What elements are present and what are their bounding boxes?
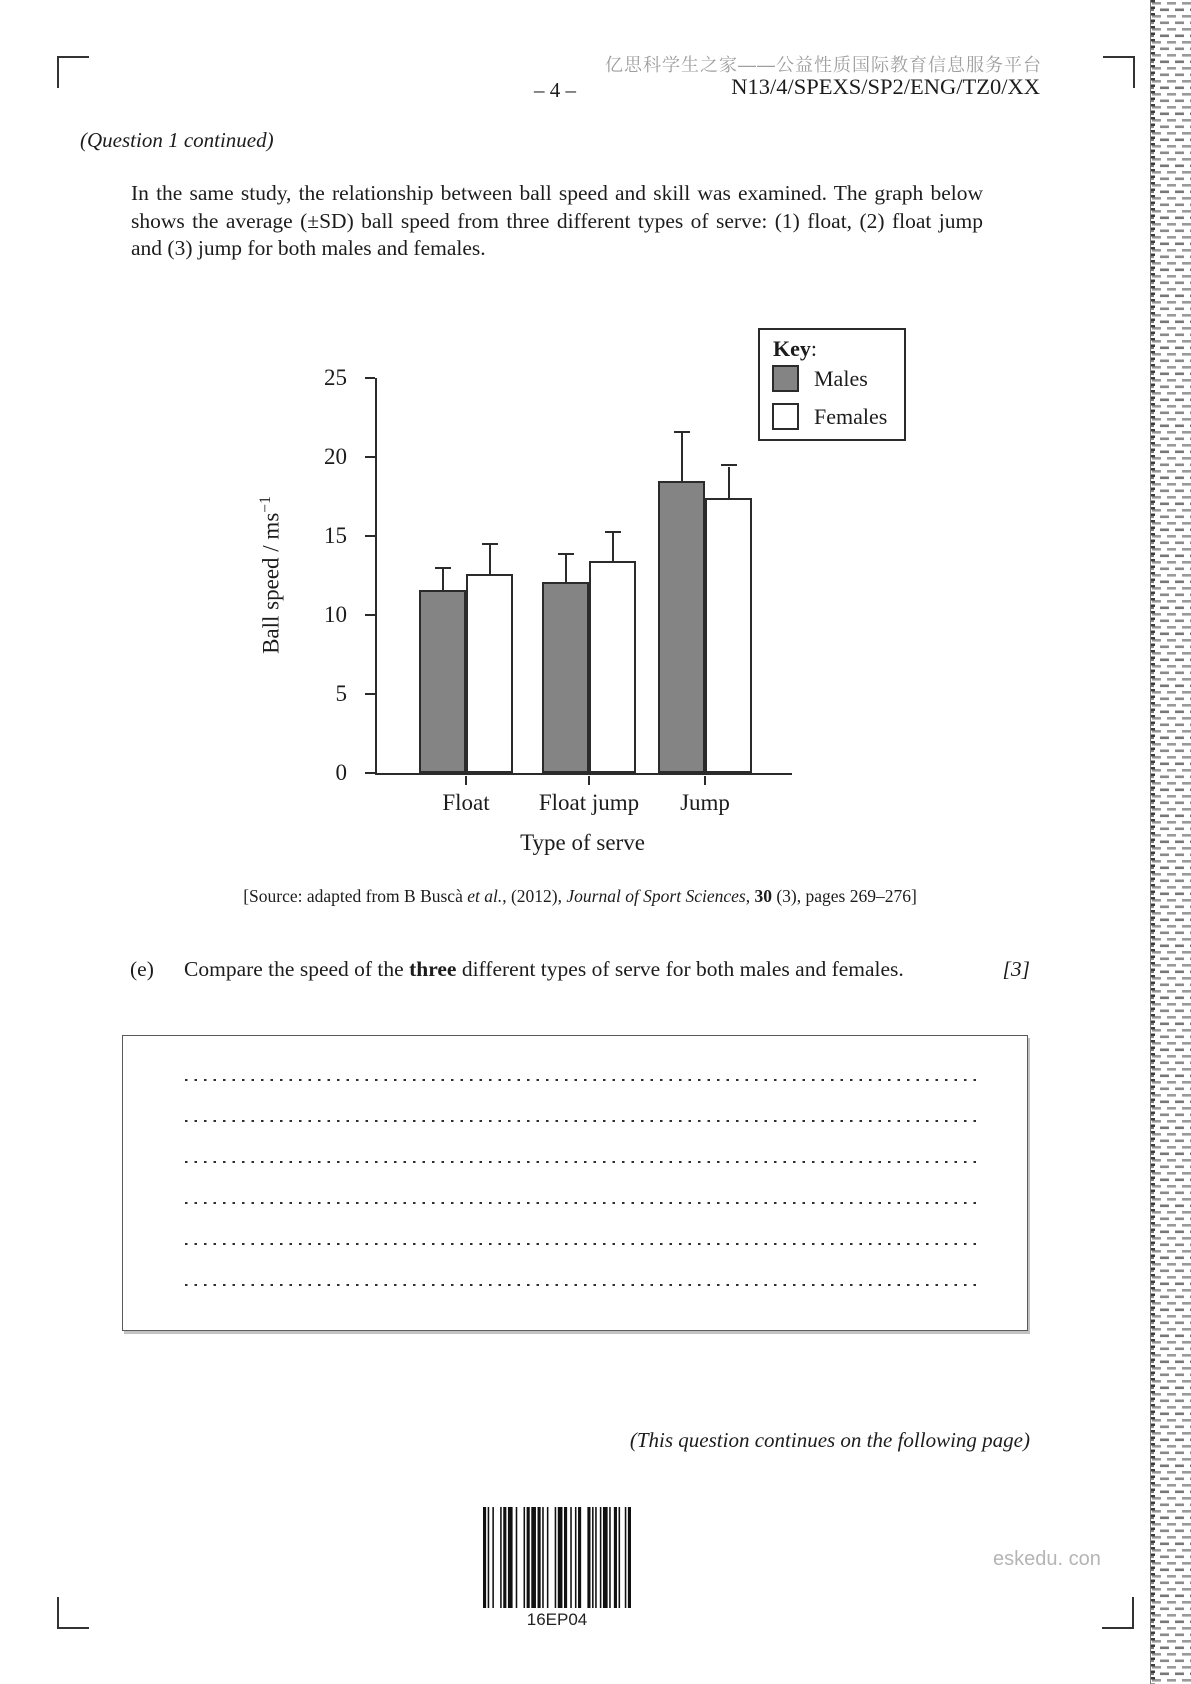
question-e-text: [184, 957, 1003, 982]
y-axis-tick: [365, 535, 375, 537]
x-axis-tick: [588, 776, 590, 785]
source-volume: 30: [754, 886, 772, 906]
y-axis-tick: [365, 456, 375, 458]
barcode: [483, 1507, 631, 1608]
males-label: Males: [814, 366, 868, 391]
y-axis-label: [257, 425, 287, 725]
error-bar-cap-males-float-jump: [558, 553, 574, 555]
source-text: (3), pages 269–276]: [771, 886, 917, 906]
answer-dotted-line: [185, 1284, 977, 1286]
source-journal: Journal of Sport Sciences: [566, 886, 746, 906]
legend-title-bold: Key: [773, 336, 811, 361]
y-axis-tick-label: 15: [324, 523, 347, 548]
error-bar-males-float: [442, 569, 444, 590]
females-label: Females: [814, 404, 888, 429]
answer-dotted-line: [185, 1243, 977, 1245]
crop-mark-bottom-right: [1102, 1597, 1134, 1629]
answer-dotted-line: [185, 1161, 977, 1163]
x-axis-label: Type of serve: [520, 830, 645, 855]
bar-males-jump: [658, 481, 705, 773]
legend-title-colon: :: [810, 336, 818, 361]
crop-mark-bottom-left: [57, 1597, 89, 1629]
females-swatch: [772, 403, 799, 430]
bar-females-float: [466, 574, 513, 773]
header-watermark: 亿思科学生之家——公益性质国际教育信息服务平台: [605, 55, 1042, 75]
answer-box: [122, 1035, 1028, 1331]
bar-males-float: [419, 590, 466, 773]
question-e-text-before: Compare the speed of the: [184, 957, 410, 981]
x-axis-tick: [704, 776, 706, 785]
answer-dotted-line: [185, 1120, 977, 1122]
x-axis-category-label: Float: [442, 790, 490, 815]
marks-badge: [3]: [1002, 957, 1030, 981]
source-citation: [130, 886, 1030, 907]
bar-females-float-jump: [589, 561, 636, 773]
source-etal: et al.: [467, 886, 503, 906]
watermark-eskedu: eskedu. con: [993, 1548, 1101, 1570]
y-axis-tick-label: 25: [324, 365, 347, 390]
y-axis-tick-label: 10: [324, 602, 347, 627]
error-bar-males-float-jump: [565, 555, 567, 582]
hatch-band-ticks: [1151, 0, 1155, 1684]
answer-dotted-line: [185, 1079, 977, 1081]
error-bar-cap-females-float-jump: [605, 531, 621, 533]
legend-title: [773, 336, 817, 362]
question-e: [130, 957, 1030, 982]
x-axis-tick: [465, 776, 467, 785]
error-bar-females-float: [489, 545, 491, 573]
error-bar-females-float-jump: [612, 533, 614, 561]
question-e-text-bold: three: [409, 957, 457, 981]
error-bar-cap-males-jump: [674, 431, 690, 433]
error-bar-males-jump: [681, 433, 683, 480]
y-axis-tick: [365, 693, 375, 695]
page-edge-hatch-band: [1150, 0, 1191, 1684]
intro-paragraph: In the same study, the relationship between ball speed and skill was examined. The graph below shows the average (±SD) ball speed from three different types of serve: (1) float, (2) float jump and (3) jump for both males and females.: [131, 181, 983, 260]
y-axis-tick-label: 5: [335, 681, 347, 706]
answer-dotted-line: [185, 1202, 977, 1204]
y-axis-label-superscript: −1: [257, 496, 274, 513]
error-bar-cap-males-float: [435, 567, 451, 569]
source-text: ,: [745, 886, 755, 906]
hatch-pattern: [1151, 0, 1191, 1684]
source-text: , (2012),: [502, 886, 567, 906]
crop-mark-top-right: [1103, 56, 1135, 88]
error-bar-cap-females-jump: [721, 464, 737, 466]
plot-area: [324, 365, 792, 815]
question-continued-note: (Question 1 continued): [80, 128, 274, 152]
error-bar-females-jump: [728, 467, 730, 499]
bar-females-jump: [705, 498, 752, 773]
bar-males-float-jump: [542, 582, 589, 773]
x-axis-category-label: Float jump: [538, 790, 640, 815]
barcode-label: 16EP04: [526, 1610, 588, 1629]
continues-note: (This question continues on the following page): [629, 1428, 1030, 1452]
y-axis-tick: [365, 772, 375, 774]
source-text: [Source: adapted from B Buscà: [243, 886, 468, 906]
x-axis-category-label: Jump: [680, 790, 730, 815]
y-axis-label-text: Ball speed / ms: [258, 512, 284, 654]
legend-key-box: [758, 328, 906, 441]
crop-mark-top-left: [57, 56, 89, 88]
males-swatch: [772, 365, 799, 392]
y-axis-tick-label: 0: [335, 760, 347, 785]
question-e-text-after: different types of serve for both males and females.: [456, 957, 904, 981]
question-e-label: (e): [130, 957, 154, 981]
y-axis-tick-label: 20: [324, 444, 347, 469]
y-axis-tick: [365, 614, 375, 616]
error-bar-cap-females-float: [482, 543, 498, 545]
y-axis-tick: [365, 377, 375, 379]
paper-code: N13/4/SPEXS/SP2/ENG/TZ0/XX: [731, 74, 1040, 99]
page-number: – 4 –: [534, 78, 576, 102]
